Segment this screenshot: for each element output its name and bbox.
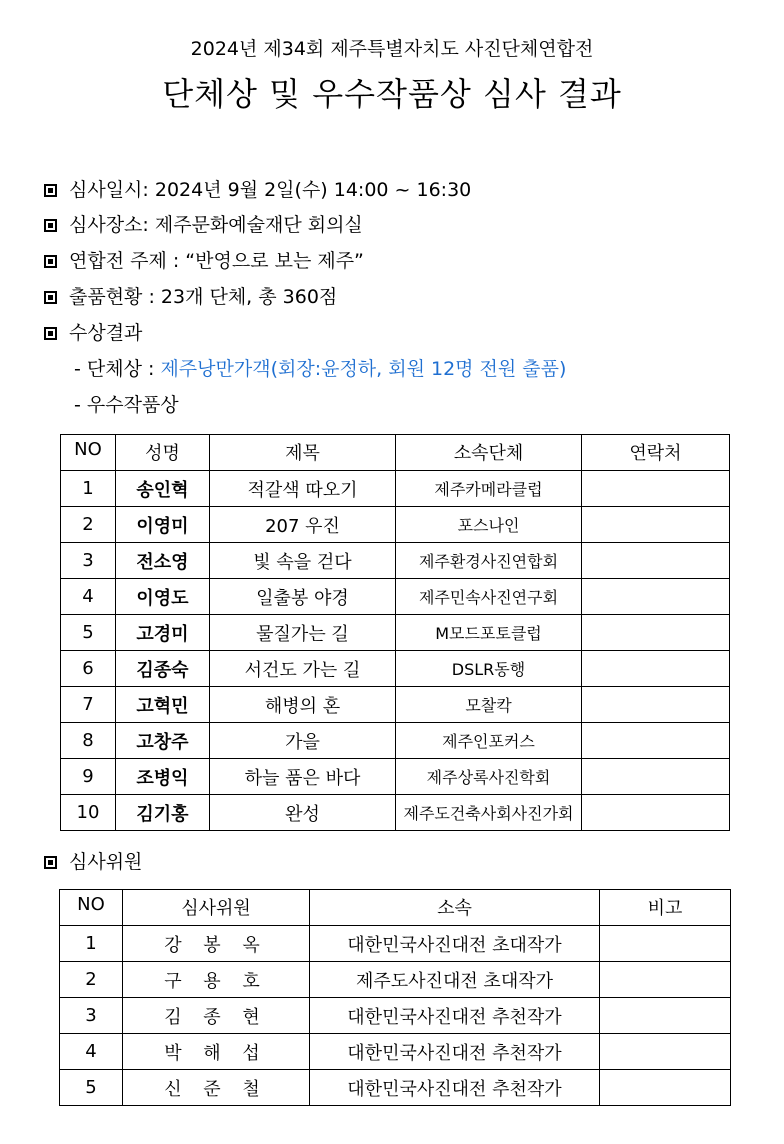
table-row: [61, 471, 730, 507]
group-award-winner: 제주낭만가객(회장:윤정하, 회원 12명 전원 출품): [160, 358, 567, 380]
cell-org: M모드포토클럽: [396, 615, 582, 651]
cell-title: 완성: [210, 795, 396, 831]
document-subtitle: 2024년 제34회 제주특별자치도 사진단체연합전: [190, 38, 594, 60]
cell-no: 10: [61, 795, 116, 831]
cell-affiliation: 대한민국사진대전 추천작가: [310, 1070, 600, 1106]
header-affiliation: 소속: [310, 890, 600, 926]
cell-contact: [582, 687, 730, 723]
table-row: [61, 615, 730, 651]
cell-no: 2: [61, 507, 116, 543]
info-theme: [44, 246, 364, 273]
table-row: [61, 579, 730, 615]
cell-note: [600, 1070, 731, 1106]
cell-no: 3: [61, 543, 116, 579]
cell-affiliation: 대한민국사진대전 추천작가: [310, 1034, 600, 1070]
table-row: [61, 687, 730, 723]
cell-title: 서건도 가는 길: [210, 651, 396, 687]
cell-title: 해병의 혼: [210, 687, 396, 723]
header-org: 소속단체: [396, 435, 582, 471]
cell-judge-name: 김 종 현: [123, 998, 310, 1034]
cell-org: 제주민속사진연구회: [396, 579, 582, 615]
judge-table-header: [60, 890, 731, 926]
info-entries-text: 출품현황 : 23개 단체, 총 360점: [69, 286, 338, 308]
square-bullet-icon: [44, 255, 57, 268]
square-bullet-icon: [44, 291, 57, 304]
cell-name: 고경미: [116, 615, 210, 651]
cell-name: 전소영: [116, 543, 210, 579]
cell-org: 포스나인: [396, 507, 582, 543]
table-row: [60, 998, 731, 1034]
cell-contact: [582, 759, 730, 795]
cell-no: 2: [60, 962, 123, 998]
group-award-line: [74, 354, 566, 381]
header-name: 성명: [116, 435, 210, 471]
cell-note: [600, 962, 731, 998]
judge-table: [59, 889, 731, 1106]
cell-title: 하늘 품은 바다: [210, 759, 396, 795]
cell-org: 모찰칵: [396, 687, 582, 723]
cell-affiliation: 제주도사진대전 초대작가: [310, 962, 600, 998]
cell-contact: [582, 651, 730, 687]
cell-title: 적갈색 따오기: [210, 471, 396, 507]
table-row: [60, 926, 731, 962]
cell-no: 1: [60, 926, 123, 962]
cell-title: 일출봉 야경: [210, 579, 396, 615]
cell-title: 가을: [210, 723, 396, 759]
info-date: [44, 175, 471, 202]
table-row: [61, 759, 730, 795]
cell-contact: [582, 543, 730, 579]
square-bullet-icon: [44, 184, 57, 197]
cell-name: 김종숙: [116, 651, 210, 687]
cell-org: DSLR동행: [396, 651, 582, 687]
cell-judge-name: 박 해 섭: [123, 1034, 310, 1070]
table-row: [61, 507, 730, 543]
info-entries: [44, 282, 337, 309]
cell-no: 7: [61, 687, 116, 723]
header-note: 비고: [600, 890, 731, 926]
excellence-award-label: - 우수작품상: [74, 394, 179, 416]
header-no: NO: [60, 890, 123, 926]
cell-no: 4: [60, 1034, 123, 1070]
square-bullet-icon: [44, 219, 57, 232]
cell-note: [600, 1034, 731, 1070]
cell-affiliation: 대한민국사진대전 추천작가: [310, 998, 600, 1034]
header-contact: 연락처: [582, 435, 730, 471]
group-award-label: - 단체상 :: [74, 358, 161, 380]
cell-title: 빛 속을 걷다: [210, 543, 396, 579]
info-theme-text: 연합전 주제 : “반영으로 보는 제주”: [69, 250, 364, 272]
cell-name: 고혁민: [116, 687, 210, 723]
cell-contact: [582, 579, 730, 615]
cell-note: [600, 998, 731, 1034]
cell-no: 5: [61, 615, 116, 651]
info-results-text: 수상결과: [69, 322, 143, 344]
cell-no: 1: [61, 471, 116, 507]
table-row: [61, 795, 730, 831]
cell-org: 제주인포커스: [396, 723, 582, 759]
table-row: [60, 1070, 731, 1106]
cell-contact: [582, 615, 730, 651]
info-place: [44, 210, 363, 237]
document-title: 단체상 및 우수작품상 심사 결과: [162, 75, 622, 113]
cell-contact: [582, 723, 730, 759]
cell-name: 고창주: [116, 723, 210, 759]
header-title: 제목: [210, 435, 396, 471]
cell-org: 제주환경사진연합회: [396, 543, 582, 579]
cell-name: 조병익: [116, 759, 210, 795]
cell-title: 물질가는 길: [210, 615, 396, 651]
cell-name: 김기홍: [116, 795, 210, 831]
header-judge: 심사위원: [123, 890, 310, 926]
judges-section-label: 심사위원: [69, 851, 143, 873]
cell-contact: [582, 795, 730, 831]
square-bullet-icon: [44, 856, 57, 869]
award-table-header: [61, 435, 730, 471]
judges-section: [44, 847, 142, 874]
table-row: [60, 962, 731, 998]
cell-org: 제주도건축사회사진가회: [396, 795, 582, 831]
cell-name: 이영도: [116, 579, 210, 615]
cell-name: 이영미: [116, 507, 210, 543]
cell-no: 3: [60, 998, 123, 1034]
info-results: [44, 318, 142, 345]
cell-org: 제주상록사진학회: [396, 759, 582, 795]
cell-no: 8: [61, 723, 116, 759]
cell-note: [600, 926, 731, 962]
cell-contact: [582, 471, 730, 507]
cell-affiliation: 대한민국사진대전 초대작가: [310, 926, 600, 962]
table-row: [60, 1034, 731, 1070]
square-bullet-icon: [44, 327, 57, 340]
cell-no: 5: [60, 1070, 123, 1106]
cell-judge-name: 구 용 호: [123, 962, 310, 998]
header-no: NO: [61, 435, 116, 471]
cell-name: 송인혁: [116, 471, 210, 507]
cell-judge-name: 신 준 철: [123, 1070, 310, 1106]
cell-no: 6: [61, 651, 116, 687]
cell-org: 제주카메라클럽: [396, 471, 582, 507]
table-row: [61, 651, 730, 687]
cell-judge-name: 강 봉 옥: [123, 926, 310, 962]
cell-no: 4: [61, 579, 116, 615]
info-date-text: 심사일시: 2024년 9월 2일(수) 14:00 ~ 16:30: [69, 179, 472, 201]
cell-no: 9: [61, 759, 116, 795]
table-row: [61, 723, 730, 759]
award-table: [60, 434, 730, 831]
table-row: [61, 543, 730, 579]
cell-contact: [582, 507, 730, 543]
info-place-text: 심사장소: 제주문화예술재단 회의실: [69, 214, 363, 236]
cell-title: 207 우진: [210, 507, 396, 543]
